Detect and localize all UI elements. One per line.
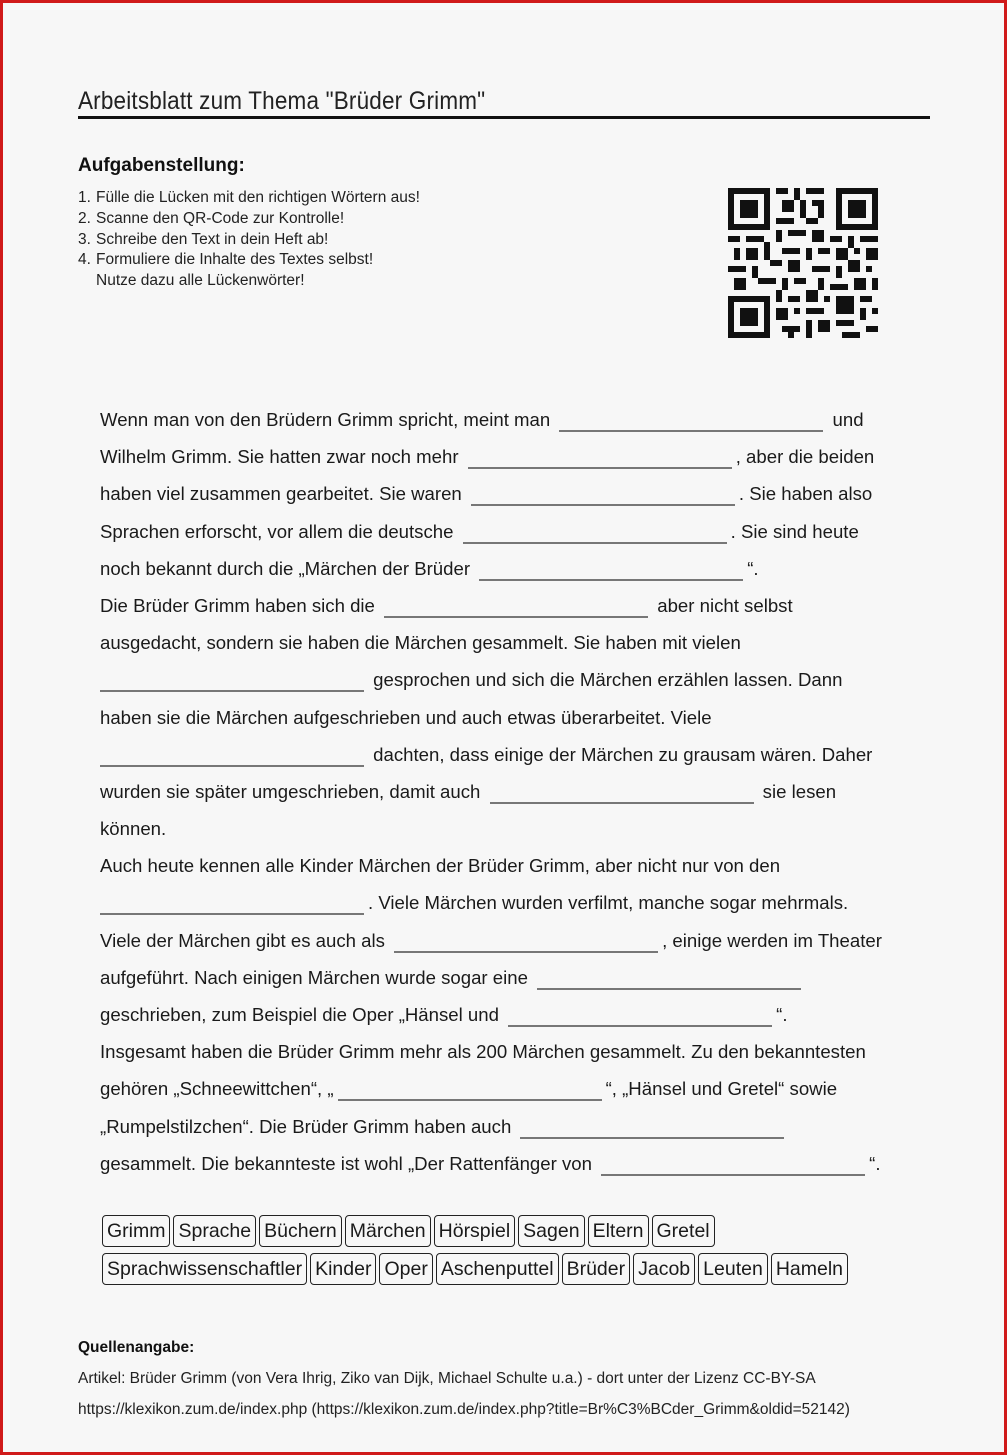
text-segment: können. (100, 818, 167, 840)
word-chip[interactable]: Sprache (173, 1215, 256, 1247)
text-segment: Viele der Märchen gibt es auch als (100, 929, 391, 951)
word-chip[interactable]: Kinder (310, 1253, 376, 1285)
sources-heading: Quellenangabe: (78, 1339, 195, 1356)
text-line (100, 438, 930, 475)
source-article: Artikel: Brüder Grimm (von Vera Ihrig, Ziko van Dijk, Michael Schulte u.a.) - dort unter der Lizenz CC-BY-SA (78, 1370, 816, 1387)
gap-fill-text (100, 401, 930, 1182)
text-line (100, 475, 930, 512)
task-item: 4. Formuliere die Inhalte des Textes selbst! (78, 251, 374, 269)
text-line (100, 959, 930, 996)
text-line (100, 550, 930, 587)
text-segment: , aber die beiden (735, 446, 875, 468)
text-line (100, 661, 930, 698)
blank-field[interactable] (479, 557, 743, 581)
blank-field[interactable] (520, 1115, 784, 1139)
text-line (100, 773, 930, 810)
text-segment: Die Brüder Grimm haben sich die (100, 594, 381, 616)
text-segment: . Sie haben also (738, 483, 873, 505)
word-chip[interactable]: Brüder (562, 1253, 631, 1285)
word-chip[interactable]: Eltern (588, 1215, 649, 1247)
text-segment: gehören „Schneewittchen“, „ (100, 1078, 334, 1100)
blank-field[interactable] (463, 520, 727, 544)
blank-field[interactable] (490, 780, 754, 804)
text-segment: aufgeführt. Nach einigen Märchen wurde sogar eine (100, 966, 534, 988)
text-segment: aber nicht selbst (652, 594, 793, 616)
text-segment: Wenn man von den Brüdern Grimm spricht, meint man (100, 409, 556, 430)
text-segment: , einige werden im Theater (662, 929, 882, 951)
blank-field[interactable] (559, 408, 823, 432)
text-segment: Wilhelm Grimm. Sie hatten zwar noch mehr (100, 446, 464, 468)
word-chip[interactable]: Oper (379, 1253, 432, 1285)
text-segment: . Sie sind heute (730, 520, 859, 542)
blank-field[interactable] (537, 966, 801, 990)
qr-code-icon[interactable] (728, 188, 878, 338)
word-bank-row (102, 1253, 851, 1291)
blank-field[interactable] (100, 743, 364, 767)
word-chip[interactable]: Märchen (345, 1215, 431, 1247)
text-segment: haben sie die Märchen aufgeschrieben und auch etwas überarbeitet. Viele (100, 706, 712, 728)
text-line (100, 810, 930, 847)
text-line (100, 1108, 930, 1145)
word-chip[interactable]: Sagen (518, 1215, 584, 1247)
text-segment: noch bekannt durch die „Märchen der Brüder (100, 557, 476, 579)
text-line (100, 922, 930, 959)
word-chip[interactable]: Büchern (259, 1215, 342, 1247)
text-line (100, 847, 930, 884)
word-chip[interactable]: Leuten (698, 1253, 768, 1285)
task-list (78, 188, 420, 292)
text-line (100, 624, 930, 661)
text-segment: Sprachen erforscht, vor allem die deutsche (100, 520, 459, 542)
text-segment: ausgedacht, sondern sie haben die Märchen gesammelt. Sie haben mit vielen (100, 632, 741, 654)
task-item: 1. Fülle die Lücken mit den richtigen Wörtern aus! (78, 189, 420, 206)
text-segment: dachten, dass einige der Märchen zu grausam wären. Daher (368, 743, 873, 765)
word-chip[interactable]: Sprachwissenschaftler (102, 1253, 307, 1285)
title-underline (78, 116, 930, 119)
blank-field[interactable] (394, 929, 658, 953)
text-line (100, 587, 930, 624)
text-segment: “. (869, 1152, 881, 1174)
blank-field[interactable] (508, 1003, 772, 1027)
text-segment: haben viel zusammen gearbeitet. Sie waren (100, 483, 467, 505)
word-chip[interactable]: Jacob (633, 1253, 695, 1285)
word-bank (102, 1215, 851, 1291)
text-line (100, 699, 930, 736)
text-segment: “, „Hänsel und Gretel“ sowie (605, 1078, 838, 1100)
source-url[interactable]: https://klexikon.zum.de/index.php (https://klexikon.zum.de/index.php?title=Br%C3%BCder_Grimm&oldid=52142) (78, 1401, 850, 1418)
word-chip[interactable]: Gretel (652, 1215, 715, 1247)
word-chip[interactable]: Aschenputtel (436, 1253, 559, 1285)
text-line (100, 996, 930, 1033)
task-heading: Aufgabenstellung: (78, 155, 245, 176)
word-chip[interactable]: Hörspiel (434, 1215, 516, 1247)
task-item: 3. Schreibe den Text in dein Heft ab! (78, 230, 329, 248)
blank-field[interactable] (100, 668, 364, 692)
text-segment: . Viele Märchen wurden verfilmt, manche sogar mehrmals. (368, 892, 849, 914)
text-segment: Insgesamt haben die Brüder Grimm mehr als 200 Märchen gesammelt. Zu den bekanntesten (100, 1041, 866, 1063)
text-segment: gesammelt. Die bekannteste ist wohl „Der Rattenfänger von (100, 1152, 598, 1174)
word-chip[interactable]: Hameln (771, 1253, 848, 1285)
text-line (100, 513, 930, 550)
text-segment: Auch heute kennen alle Kinder Märchen der Brüder Grimm, aber nicht nur von den (100, 855, 781, 877)
word-bank-row (102, 1215, 851, 1253)
text-segment: “. (776, 1004, 788, 1025)
blank-field[interactable] (601, 1152, 865, 1176)
text-line (100, 1033, 930, 1070)
blank-field[interactable] (338, 1077, 602, 1101)
text-segment: geschrieben, zum Beispiel die Oper „Hänsel und (100, 1004, 505, 1025)
text-segment: “. (747, 557, 759, 579)
text-segment: gesprochen und sich die Märchen erzählen lassen. Dann (368, 669, 843, 691)
word-chip[interactable]: Grimm (102, 1215, 170, 1247)
blank-field[interactable] (471, 482, 735, 506)
text-segment: „Rumpelstilzchen“. Die Brüder Grimm haben auch (100, 1115, 517, 1137)
blank-field[interactable] (100, 891, 364, 915)
text-line (100, 884, 930, 921)
text-line (100, 1070, 930, 1107)
text-line (100, 401, 930, 438)
text-segment: wurden sie später umgeschrieben, damit auch (100, 780, 486, 802)
text-line (100, 736, 930, 773)
page-title: Arbeitsblatt zum Thema "Brüder Grimm" (78, 87, 486, 115)
task-item-continuation: Nutze dazu alle Lückenwörter! (96, 272, 305, 290)
text-line (100, 1145, 930, 1182)
text-segment: sie lesen (757, 780, 837, 802)
blank-field[interactable] (468, 445, 732, 469)
blank-field[interactable] (384, 594, 648, 618)
task-item: 2. Scanne den QR-Code zur Kontrolle! (78, 209, 345, 227)
text-segment: und (827, 409, 864, 430)
